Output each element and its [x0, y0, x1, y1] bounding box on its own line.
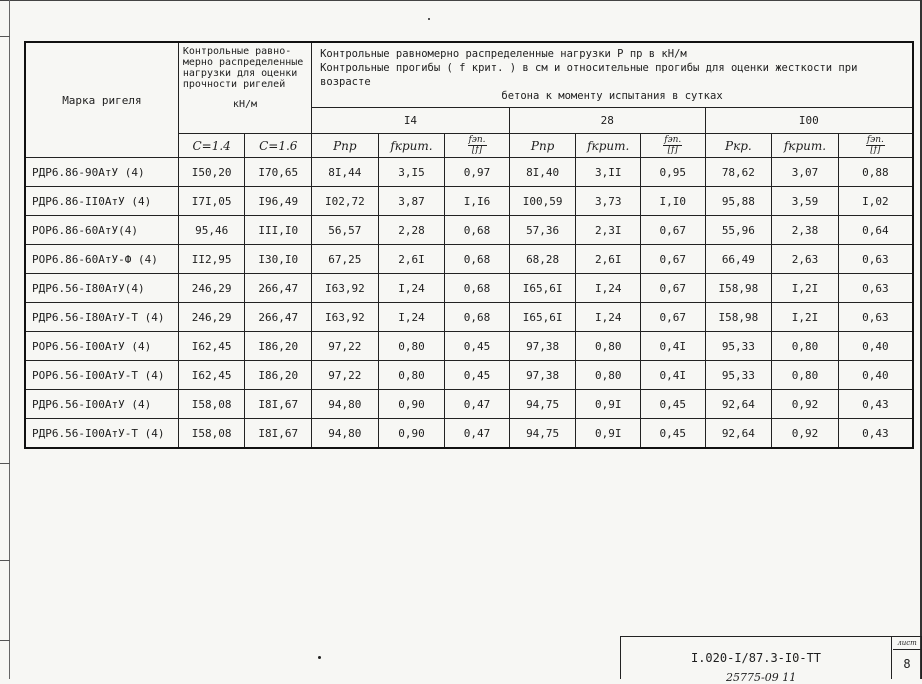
table-row	[25, 361, 913, 390]
table-row	[25, 216, 913, 245]
value-cell: 0,4I	[641, 361, 706, 390]
ratio-den: [f]	[471, 145, 483, 155]
value-cell: 57,36	[509, 216, 576, 245]
value-cell: 94,75	[509, 390, 576, 419]
value-cell: I,I6	[445, 187, 510, 216]
document-code: I.020-I/87.3-I0-ТТ	[621, 637, 892, 679]
value-cell: 0,43	[838, 390, 913, 419]
value-cell: 92,64	[705, 390, 772, 419]
c-1-6-label: C=1.6	[245, 134, 312, 158]
header-line-2: Контрольные прогибы ( f крит. ) в см и относительные прогибы для оценки жесткости при возрасте	[320, 62, 858, 88]
p-label: Pпр	[312, 134, 379, 158]
value-cell: 0,90	[378, 390, 445, 419]
value-cell: 0,95	[641, 158, 706, 187]
value-cell: 95,33	[705, 361, 772, 390]
value-cell: 0,80	[378, 332, 445, 361]
header-control-load	[178, 42, 311, 134]
ratio-label	[838, 134, 913, 158]
value-cell: I,24	[378, 274, 445, 303]
p-label: Pпр	[509, 134, 576, 158]
ratio-num: fэп.	[866, 135, 884, 145]
frame-tick	[0, 560, 10, 561]
value-cell: 2,6I	[576, 245, 641, 274]
value-cell: 0,80	[772, 332, 839, 361]
value-cell: 0,45	[641, 390, 706, 419]
value-cell: 0,68	[445, 245, 510, 274]
value-cell: 97,22	[312, 361, 379, 390]
value-cell: 55,96	[705, 216, 772, 245]
value-cell: 67,25	[312, 245, 379, 274]
table-row	[25, 419, 913, 449]
header-line-3: бетона к моменту испытания в сутках	[501, 90, 723, 102]
header-control-load-title: Контрольные равно-мерно распределенные нагрузки для оценки прочности ригелей	[182, 46, 304, 90]
value-cell: 94,80	[312, 390, 379, 419]
value-cell: 0,47	[445, 390, 510, 419]
frame-tick	[0, 36, 10, 37]
load-c14-cell: I62,45	[178, 332, 245, 361]
value-cell: 66,49	[705, 245, 772, 274]
frame-top-line	[0, 0, 922, 1]
value-cell: 0,9I	[576, 390, 641, 419]
load-table	[24, 41, 914, 449]
value-cell: 95,33	[705, 332, 772, 361]
beam-mark-cell: РДР6.86-90АтУ (4)	[25, 158, 178, 187]
value-cell: 0,63	[838, 274, 913, 303]
beam-mark-cell: РОР6.86-60АтУ-Ф (4)	[25, 245, 178, 274]
frame-left-line	[9, 0, 10, 679]
value-cell: 3,59	[772, 187, 839, 216]
frame-tick	[0, 463, 10, 464]
beam-mark-cell: РДР6.56-I00АтУ-Т (4)	[25, 419, 178, 449]
value-cell: 0,43	[838, 419, 913, 449]
value-cell: 95,88	[705, 187, 772, 216]
ratio-num: fэп.	[664, 135, 682, 145]
value-cell: I,24	[378, 303, 445, 332]
c-1-4-label: C=1.4	[178, 134, 245, 158]
speck	[318, 656, 321, 659]
value-cell: 0,80	[576, 332, 641, 361]
value-cell: 8I,40	[509, 158, 576, 187]
value-cell: 92,64	[705, 419, 772, 449]
value-cell: 0,67	[641, 303, 706, 332]
value-cell: 0,67	[641, 274, 706, 303]
value-cell: 0,63	[838, 303, 913, 332]
value-cell: 0,88	[838, 158, 913, 187]
table-row	[25, 245, 913, 274]
value-cell: 3,73	[576, 187, 641, 216]
beam-mark-cell: РДР6.86-II0АтУ (4)	[25, 187, 178, 216]
value-cell: I,2I	[772, 303, 839, 332]
load-c16-cell: III,I0	[245, 216, 312, 245]
value-cell: 0,92	[772, 419, 839, 449]
table-row	[25, 332, 913, 361]
value-cell: 3,II	[576, 158, 641, 187]
p-label: Pкр.	[705, 134, 772, 158]
ratio-den: [f]	[667, 145, 678, 155]
load-c14-cell: 246,29	[178, 303, 245, 332]
value-cell: I,I0	[641, 187, 706, 216]
value-cell: 97,22	[312, 332, 379, 361]
value-cell: I63,92	[312, 274, 379, 303]
table-row	[25, 274, 913, 303]
load-c14-cell: I58,08	[178, 390, 245, 419]
value-cell: 0,67	[641, 216, 706, 245]
beam-mark-cell: РДР6.56-I00АтУ (4)	[25, 390, 178, 419]
load-c14-cell: 95,46	[178, 216, 245, 245]
f-crit-label: fкрит.	[576, 134, 641, 158]
value-cell: 0,67	[641, 245, 706, 274]
load-c14-cell: 246,29	[178, 274, 245, 303]
value-cell: 78,62	[705, 158, 772, 187]
load-c16-cell: I86,20	[245, 361, 312, 390]
value-cell: I65,6I	[509, 274, 576, 303]
table-row	[25, 187, 913, 216]
value-cell: 8I,44	[312, 158, 379, 187]
f-crit-label: fкрит.	[378, 134, 445, 158]
footer-note: 25775-09 11	[726, 671, 797, 684]
load-c14-cell: I58,08	[178, 419, 245, 449]
value-cell: I,02	[838, 187, 913, 216]
load-c16-cell: I96,49	[245, 187, 312, 216]
speck	[428, 18, 430, 20]
value-cell: 0,47	[445, 419, 510, 449]
value-cell: 0,4I	[641, 332, 706, 361]
load-c16-cell: I30,I0	[245, 245, 312, 274]
ratio-den: [f]	[870, 145, 881, 155]
age-100: I00	[705, 108, 913, 134]
load-c16-cell: 266,47	[245, 303, 312, 332]
value-cell: 56,57	[312, 216, 379, 245]
load-c14-cell: I62,45	[178, 361, 245, 390]
value-cell: 0,68	[445, 303, 510, 332]
sheet-number: 8	[903, 657, 911, 671]
header-control-load-unit: кН/м	[232, 99, 258, 110]
age-14: I4	[312, 108, 510, 134]
load-c16-cell: I86,20	[245, 332, 312, 361]
value-cell: 0,45	[641, 419, 706, 449]
load-c16-cell: 266,47	[245, 274, 312, 303]
f-crit-label: fкрит.	[772, 134, 839, 158]
table-row	[25, 390, 913, 419]
value-cell: I63,92	[312, 303, 379, 332]
header-line-1: Контрольные равномерно распределенные нагрузки Р пр в кН/м	[320, 48, 687, 60]
value-cell: 2,28	[378, 216, 445, 245]
ratio-num: fэп.	[468, 135, 486, 145]
value-cell: 0,9I	[576, 419, 641, 449]
value-cell: 0,97	[445, 158, 510, 187]
load-c16-cell: I8I,67	[245, 419, 312, 449]
value-cell: I,2I	[772, 274, 839, 303]
value-cell: I,24	[576, 274, 641, 303]
beam-mark-cell: РДР6.56-I80АтУ(4)	[25, 274, 178, 303]
table-row	[25, 303, 913, 332]
beam-mark-cell: РОР6.56-I00АтУ (4)	[25, 332, 178, 361]
value-cell: 2,6I	[378, 245, 445, 274]
value-cell: 3,I5	[378, 158, 445, 187]
header-mark-column: Марка ригеля	[25, 42, 178, 158]
age-28: 28	[509, 108, 705, 134]
value-cell: I00,59	[509, 187, 576, 216]
value-cell: I02,72	[312, 187, 379, 216]
value-cell: 3,87	[378, 187, 445, 216]
value-cell: 0,92	[772, 390, 839, 419]
value-cell: 0,45	[445, 361, 510, 390]
value-cell: 0,64	[838, 216, 913, 245]
load-c16-cell: I70,65	[245, 158, 312, 187]
ratio-label	[445, 134, 510, 158]
value-cell: 97,38	[509, 332, 576, 361]
value-cell: I,24	[576, 303, 641, 332]
value-cell: 0,68	[445, 216, 510, 245]
value-cell: 0,45	[445, 332, 510, 361]
value-cell: 2,38	[772, 216, 839, 245]
value-cell: 0,80	[576, 361, 641, 390]
value-cell: 0,68	[445, 274, 510, 303]
beam-mark-cell: РОР6.86-60АтУ(4)	[25, 216, 178, 245]
value-cell: 0,40	[838, 361, 913, 390]
table-row	[25, 158, 913, 187]
header-deflection-block	[312, 42, 913, 108]
ratio-label	[641, 134, 706, 158]
value-cell: I65,6I	[509, 303, 576, 332]
load-c16-cell: I8I,67	[245, 390, 312, 419]
value-cell: 2,63	[772, 245, 839, 274]
load-c14-cell: I7I,05	[178, 187, 245, 216]
sheet-label: лист	[893, 637, 921, 650]
value-cell: I58,98	[705, 274, 772, 303]
value-cell: 0,80	[378, 361, 445, 390]
value-cell: 0,63	[838, 245, 913, 274]
frame-tick	[0, 640, 10, 641]
beam-mark-cell: РДР6.56-I80АтУ-Т (4)	[25, 303, 178, 332]
value-cell: 94,80	[312, 419, 379, 449]
load-c14-cell: II2,95	[178, 245, 245, 274]
value-cell: 0,40	[838, 332, 913, 361]
value-cell: 97,38	[509, 361, 576, 390]
value-cell: 2,3I	[576, 216, 641, 245]
beam-mark-cell: РОР6.56-I00АтУ-Т (4)	[25, 361, 178, 390]
load-c14-cell: I50,20	[178, 158, 245, 187]
value-cell: I58,98	[705, 303, 772, 332]
value-cell: 0,90	[378, 419, 445, 449]
value-cell: 3,07	[772, 158, 839, 187]
value-cell: 68,28	[509, 245, 576, 274]
value-cell: 94,75	[509, 419, 576, 449]
value-cell: 0,80	[772, 361, 839, 390]
